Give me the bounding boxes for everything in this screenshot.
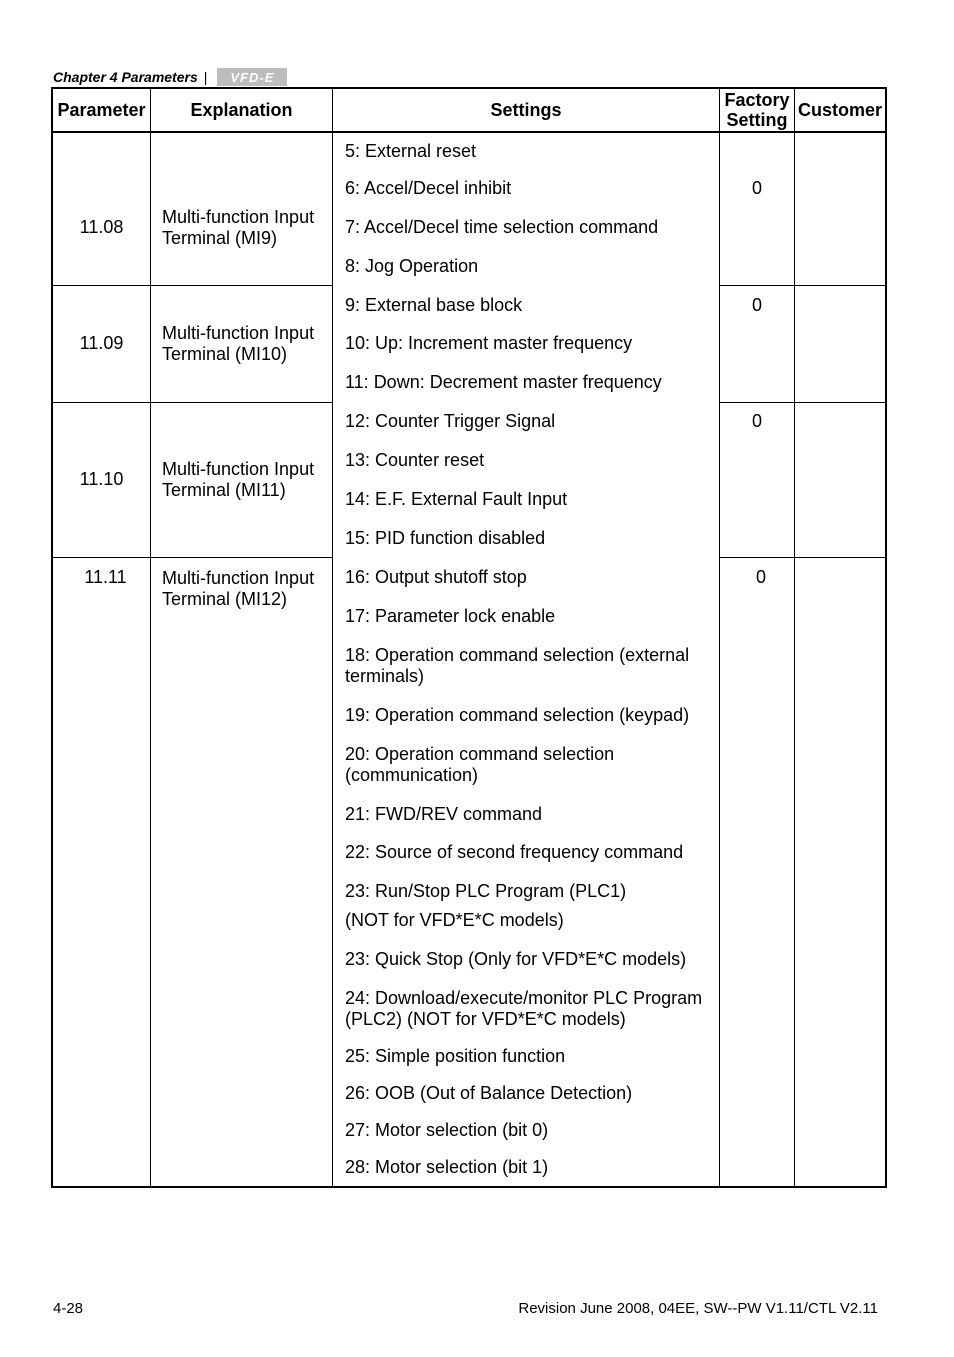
page-header: [53, 66, 287, 88]
setting-option: 22: Source of second frequency command: [345, 842, 684, 862]
parameter-code: 11.10: [79, 469, 124, 489]
setting-option: 26: OOB (Out of Balance Detection): [345, 1083, 633, 1103]
setting-option: 12: Counter Trigger Signal: [345, 411, 556, 431]
setting-option: 23: Run/Stop PLC Program (PLC1): [345, 881, 627, 901]
column-header-explanation: Explanation: [190, 99, 293, 120]
column-divider: [332, 87, 333, 1188]
factory-setting-value: 0: [755, 567, 766, 587]
explanation-line: Terminal (MI10): [162, 344, 288, 364]
chapter-title: Chapter 4 Parameters: [53, 69, 198, 85]
header-separator: |: [203, 69, 208, 85]
table-border-right: [885, 87, 887, 1188]
column-header-factory-setting: [720, 89, 794, 131]
explanation-line: Terminal (MI11): [162, 480, 286, 500]
factory-header-line2: Setting: [726, 110, 788, 130]
factory-header-line1: Factory: [724, 90, 790, 110]
setting-option: 10: Up: Increment master frequency: [345, 333, 633, 353]
explanation-line: Multi-function Input: [162, 459, 315, 479]
factory-setting-value: 0: [751, 178, 762, 198]
setting-option: (NOT for VFD*E*C models): [345, 910, 564, 930]
row-divider: [719, 285, 887, 286]
setting-option: [345, 744, 715, 786]
setting-line: 18: Operation command selection (external: [345, 645, 690, 665]
setting-option: 15: PID function disabled: [345, 528, 546, 548]
setting-line: terminals): [345, 666, 425, 686]
setting-option: 21: FWD/REV command: [345, 804, 543, 824]
row-divider: [719, 402, 887, 403]
vfd-e-logo: VFD-E: [217, 68, 287, 86]
table-border-bottom: [51, 1186, 887, 1188]
setting-option: 28: Motor selection (bit 1): [345, 1157, 549, 1177]
setting-option: 16: Output shutoff stop: [345, 567, 527, 587]
parameter-code: 11.11: [84, 567, 127, 587]
column-header-parameter: Parameter: [57, 99, 146, 120]
setting-option: 6: Accel/Decel inhibit: [345, 178, 512, 198]
column-header-settings: Settings: [490, 99, 562, 120]
setting-option: 13: Counter reset: [345, 450, 485, 470]
parameter-explanation: [162, 207, 332, 249]
setting-option: [345, 645, 715, 687]
setting-option: 8: Jog Operation: [345, 256, 479, 276]
table-border-left: [51, 87, 53, 1188]
revision-info: Revision June 2008, 04EE, SW--PW V1.11/CTL V2.11: [518, 1300, 878, 1317]
setting-option: 19: Operation command selection (keypad): [345, 705, 690, 725]
page-number: 4-28: [53, 1300, 84, 1317]
factory-setting-value: 0: [751, 411, 762, 431]
parameter-explanation: [162, 568, 332, 610]
row-divider: [719, 557, 887, 558]
setting-option: 14: E.F. External Fault Input: [345, 489, 568, 509]
explanation-line: Multi-function Input: [162, 207, 315, 227]
column-divider: [794, 87, 795, 1188]
setting-option: 23: Quick Stop (Only for VFD*E*C models): [345, 949, 687, 969]
column-divider: [719, 87, 720, 1188]
explanation-line: Multi-function Input: [162, 323, 315, 343]
setting-option: 5: External reset: [345, 141, 477, 161]
setting-line: (PLC2) (NOT for VFD*E*C models): [345, 1009, 626, 1029]
setting-option: 27: Motor selection (bit 0): [345, 1120, 549, 1140]
parameter-code: 11.09: [79, 333, 124, 353]
explanation-line: Terminal (MI12): [162, 589, 288, 609]
row-divider: [51, 402, 333, 403]
setting-line: 24: Download/execute/monitor PLC Program: [345, 988, 703, 1008]
row-divider: [51, 557, 333, 558]
setting-option: 25: Simple position function: [345, 1046, 566, 1066]
parameter-explanation: [162, 323, 332, 365]
setting-line: (communication): [345, 765, 479, 785]
setting-option: 9: External base block: [345, 295, 523, 315]
setting-option: 17: Parameter lock enable: [345, 606, 556, 626]
header-divider: [51, 131, 887, 133]
setting-option: 11: Down: Decrement master frequency: [345, 372, 662, 392]
explanation-line: Multi-function Input: [162, 568, 315, 588]
explanation-line: Terminal (MI9): [162, 228, 278, 248]
column-header-customer: Customer: [797, 99, 882, 120]
setting-option: [345, 988, 715, 1030]
parameter-code: 11.08: [79, 217, 124, 237]
setting-line: 20: Operation command selection: [345, 744, 615, 764]
row-divider: [51, 285, 333, 286]
setting-option: 7: Accel/Decel time selection command: [345, 217, 659, 237]
factory-setting-value: 0: [751, 295, 762, 315]
parameter-explanation: [162, 459, 332, 501]
column-divider: [150, 87, 151, 1188]
